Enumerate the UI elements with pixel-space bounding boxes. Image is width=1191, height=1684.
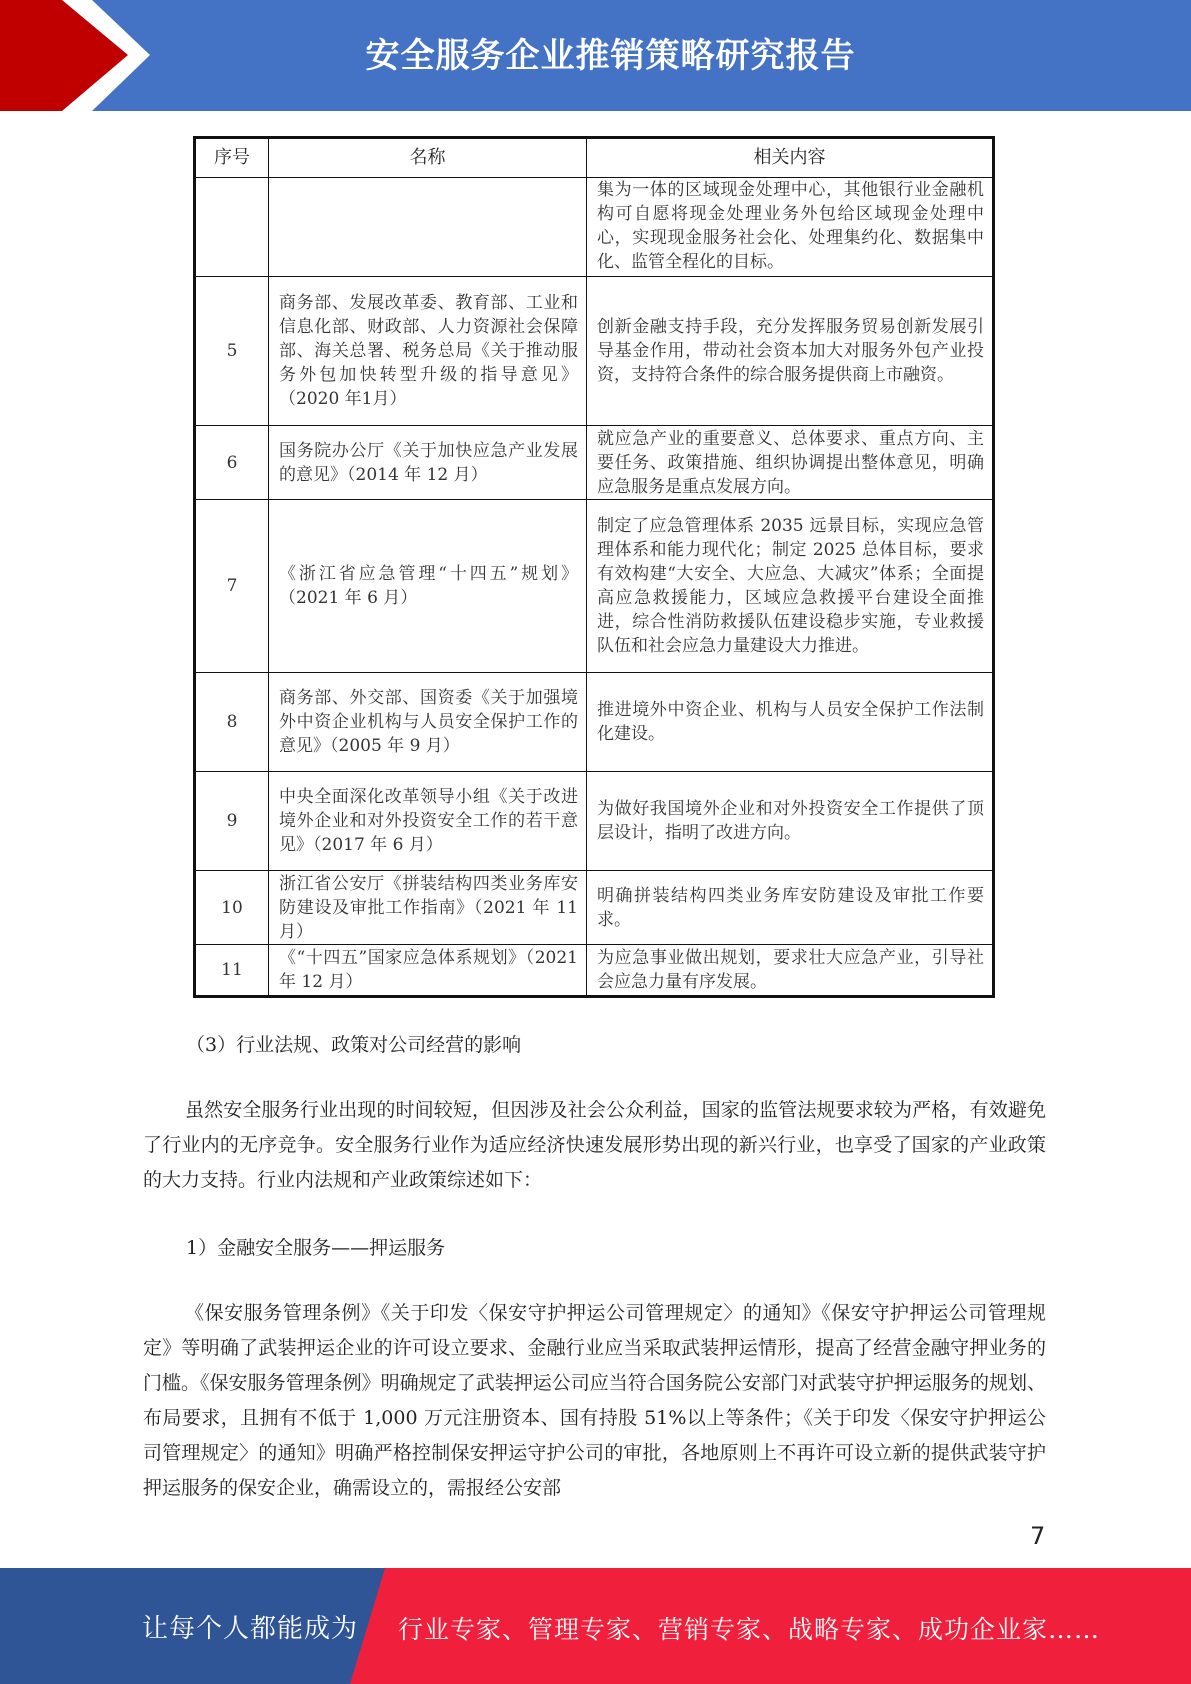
- footer-slogan-left: 让每个人都能成为: [142, 1614, 359, 1644]
- row-content: 为应急事业做出规划，要求壮大应急产业，引导社会应急力量有序发展。: [587, 945, 994, 997]
- row-name: 浙江省公安厅《拼装结构四类业务库安防建设及审批工作指南》（2021 年 11 月）: [269, 871, 587, 945]
- page-footer: [0, 1568, 1191, 1684]
- table-row: [195, 945, 994, 997]
- row-name: 《浙江省应急管理“十四五”规划》（2021 年 6 月）: [269, 500, 587, 673]
- table-row: [195, 772, 994, 871]
- row-name: [269, 178, 587, 277]
- row-content: 就应急产业的重要意义、总体要求、重点方向、主要任务、政策措施、组织协调提出整体意见，明确应急服务是重点发展方向。: [587, 426, 994, 500]
- row-no: 7: [195, 500, 269, 673]
- row-no: 5: [195, 277, 269, 426]
- footer-slogan-right: 行业专家、管理专家、营销专家、战略专家、成功企业家……: [398, 1615, 1101, 1644]
- row-no: 9: [195, 772, 269, 871]
- column-header-content: 相关内容: [587, 138, 994, 178]
- row-no: 11: [195, 945, 269, 997]
- table-row: [195, 673, 994, 772]
- row-content: 制定了应急管理体系 2035 远景目标，实现应急管理体系和能力现代化；制定 2025 总体目标，要求有效构建“大安全、大应急、大减灾”体系；全面提高应急救援能力，区域应急救援平台建设全面推进，综合性消防救援队伍建设稳步实施，专业救援队伍和社会应急力量建设大力推进。: [587, 500, 994, 673]
- table-header-row: [195, 138, 994, 178]
- body-paragraph: 虽然安全服务行业出现的时间较短，但因涉及社会公众利益，国家的监管法规要求较为严格，有效避免了行业内的无序竞争。安全服务行业作为适应经济快速发展形势出现的新兴行业，也享受了国家的产业政策的大力支持。行业内法规和产业政策综述如下：: [143, 1099, 1046, 1191]
- column-header-no: 序号: [195, 138, 269, 178]
- row-no: 10: [195, 871, 269, 945]
- section-heading: （3）行业法规、政策对公司经营的影响: [186, 1034, 522, 1056]
- row-content: 推进境外中资企业、机构与人员安全保护工作法制化建设。: [587, 673, 994, 772]
- page-number: 7: [1030, 1522, 1046, 1550]
- row-name: 中央全面深化改革领导小组《关于改进境外企业和对外投资安全工作的若干意见》（2017 年 6 月）: [269, 772, 587, 871]
- body-paragraph: 《保安服务管理条例》《关于印发〈保安守护押运公司管理规定〉的通知》《保安守护押运公司管理规定》等明确了武装押运企业的许可设立要求、金融行业应当采取武装押运情形，提高了经营金融守押业务的门槛。《保安服务管理条例》明确规定了武装押运公司应当符合国务院公安部门对武装守护押运服务的规划、布局要求，且拥有不低于 1,000 万元注册资本、国有持股 51%以上等条件；《关于印发〈保安守护押运公司管理规定〉的通知》明确严格控制保安押运守护公司的审批，各地原则上不再许可设立新的提供武装守护押运服务的保安企业，确需设立的，需报经公安部: [143, 1302, 1046, 1499]
- page-header: [0, 0, 1191, 111]
- row-no: [195, 178, 269, 277]
- report-title: 安全服务企业推销策略研究报告: [365, 36, 856, 76]
- row-name: 《“十四五”国家应急体系规划》（2021 年 12 月）: [269, 945, 587, 997]
- row-name: 商务部、外交部、国资委《关于加强境外中资企业机构与人员安全保护工作的意见》（2005 年 9 月）: [269, 673, 587, 772]
- table-row: [195, 178, 994, 277]
- row-content: 明确拼装结构四类业务库安防建设及审批工作要求。: [587, 871, 994, 945]
- row-content: 为做好我国境外企业和对外投资安全工作提供了顶层设计，指明了改进方向。: [587, 772, 994, 871]
- row-content: 集为一体的区域现金处理中心，其他银行业金融机构可自愿将现金处理业务外包给区域现金处理中心，实现现金服务社会化、处理集约化、数据集中化、监管全程化的目标。: [587, 178, 994, 277]
- table-row: [195, 871, 994, 945]
- row-content: 创新金融支持手段，充分发挥服务贸易创新发展引导基金作用，带动社会资本加大对服务外包产业投资，支持符合条件的综合服务提供商上市融资。: [587, 277, 994, 426]
- table-row: [195, 426, 994, 500]
- sub-heading: 1）金融安全服务——押运服务: [186, 1237, 446, 1259]
- row-no: 8: [195, 673, 269, 772]
- row-name: 国务院办公厅《关于加快应急产业发展的意见》（2014 年 12 月）: [269, 426, 587, 500]
- table-row: [195, 277, 994, 426]
- column-header-name: 名称: [269, 138, 587, 178]
- policy-table: [193, 136, 995, 998]
- row-no: 6: [195, 426, 269, 500]
- row-name: 商务部、发展改革委、教育部、工业和信息化部、财政部、人力资源社会保障部、海关总署、税务总局《关于推动服务外包加快转型升级的指导意见》（2020 年1月）: [269, 277, 587, 426]
- table-row: [195, 500, 994, 673]
